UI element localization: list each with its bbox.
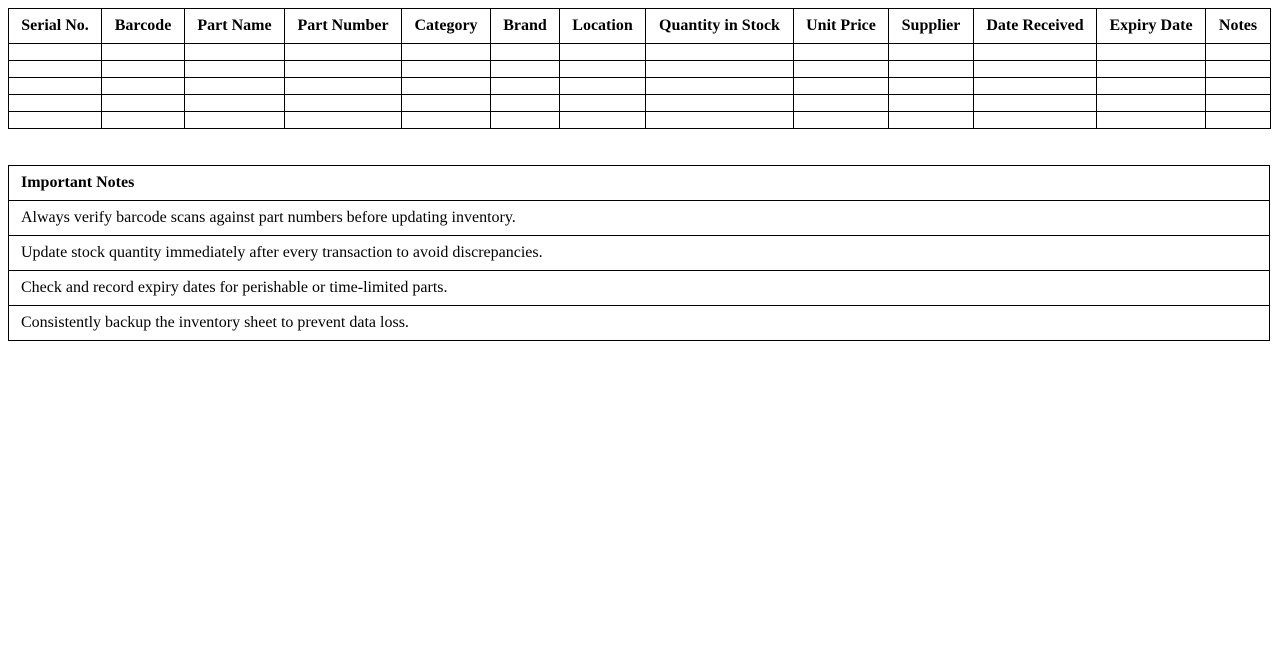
inventory-table-body [9,44,1271,129]
inventory-cell[interactable] [1206,61,1271,78]
inventory-cell[interactable] [1097,61,1206,78]
inventory-cell[interactable] [560,95,646,112]
inventory-cell[interactable] [1206,78,1271,95]
inventory-cell[interactable] [646,112,794,129]
inventory-cell[interactable] [491,95,560,112]
header-date-received: Date Received [974,9,1097,44]
inventory-cell[interactable] [102,44,185,61]
header-unit-price: Unit Price [794,9,889,44]
inventory-cell[interactable] [285,78,402,95]
inventory-cell[interactable] [646,44,794,61]
important-notes-table [8,165,1270,341]
inventory-row [9,95,1271,112]
note-text: Consistently backup the inventory sheet to prevent data loss. [9,306,1270,341]
inventory-row [9,44,1271,61]
inventory-cell[interactable] [794,61,889,78]
inventory-cell[interactable] [402,44,491,61]
inventory-cell[interactable] [974,95,1097,112]
header-notes: Notes [1206,9,1271,44]
inventory-cell[interactable] [1097,78,1206,95]
note-text: Check and record expiry dates for perishable or time-limited parts. [9,271,1270,306]
inventory-cell[interactable] [646,61,794,78]
inventory-cell[interactable] [9,112,102,129]
inventory-cell[interactable] [794,112,889,129]
inventory-cell[interactable] [560,44,646,61]
inventory-cell[interactable] [974,44,1097,61]
inventory-cell[interactable] [285,95,402,112]
inventory-cell[interactable] [185,44,285,61]
inventory-cell[interactable] [974,61,1097,78]
header-serial-no: Serial No. [9,9,102,44]
inventory-cell[interactable] [646,78,794,95]
inventory-cell[interactable] [102,95,185,112]
header-category: Category [402,9,491,44]
inventory-cell[interactable] [1097,44,1206,61]
header-barcode: Barcode [102,9,185,44]
inventory-cell[interactable] [102,78,185,95]
inventory-cell[interactable] [185,95,285,112]
inventory-table [8,8,1271,129]
inventory-cell[interactable] [491,44,560,61]
notes-title: Important Notes [9,166,1270,201]
inventory-cell[interactable] [9,44,102,61]
inventory-cell[interactable] [1206,44,1271,61]
inventory-cell[interactable] [102,61,185,78]
note-row [9,306,1270,341]
header-quantity-in-stock: Quantity in Stock [646,9,794,44]
note-text: Update stock quantity immediately after every transaction to avoid discrepancies. [9,236,1270,271]
inventory-cell[interactable] [285,61,402,78]
inventory-cell[interactable] [491,61,560,78]
inventory-cell[interactable] [285,112,402,129]
inventory-cell[interactable] [560,78,646,95]
inventory-cell[interactable] [491,112,560,129]
inventory-cell[interactable] [9,95,102,112]
inventory-cell[interactable] [889,44,974,61]
note-row [9,236,1270,271]
inventory-cell[interactable] [185,78,285,95]
header-part-name: Part Name [185,9,285,44]
inventory-cell[interactable] [185,61,285,78]
inventory-cell[interactable] [402,112,491,129]
header-expiry-date: Expiry Date [1097,9,1206,44]
inventory-cell[interactable] [646,95,794,112]
inventory-cell[interactable] [560,61,646,78]
inventory-cell[interactable] [9,78,102,95]
inventory-cell[interactable] [1097,95,1206,112]
inventory-row [9,112,1271,129]
inventory-cell[interactable] [889,112,974,129]
inventory-cell[interactable] [1097,112,1206,129]
inventory-cell[interactable] [889,61,974,78]
header-part-number: Part Number [285,9,402,44]
note-row [9,271,1270,306]
inventory-cell[interactable] [1206,112,1271,129]
inventory-cell[interactable] [889,95,974,112]
note-text: Always verify barcode scans against part numbers before updating inventory. [9,201,1270,236]
inventory-cell[interactable] [402,61,491,78]
inventory-cell[interactable] [794,95,889,112]
inventory-cell[interactable] [889,78,974,95]
inventory-cell[interactable] [102,112,185,129]
inventory-cell[interactable] [794,78,889,95]
inventory-cell[interactable] [1206,95,1271,112]
inventory-cell[interactable] [285,44,402,61]
inventory-cell[interactable] [491,78,560,95]
header-location: Location [560,9,646,44]
inventory-cell[interactable] [9,61,102,78]
inventory-cell[interactable] [794,44,889,61]
inventory-cell[interactable] [402,95,491,112]
inventory-header-row [9,9,1271,44]
inventory-row [9,78,1271,95]
note-row [9,201,1270,236]
inventory-cell[interactable] [974,78,1097,95]
notes-title-row [9,166,1270,201]
inventory-row [9,61,1271,78]
inventory-cell[interactable] [974,112,1097,129]
inventory-cell[interactable] [560,112,646,129]
header-supplier: Supplier [889,9,974,44]
inventory-cell[interactable] [402,78,491,95]
header-brand: Brand [491,9,560,44]
inventory-cell[interactable] [185,112,285,129]
